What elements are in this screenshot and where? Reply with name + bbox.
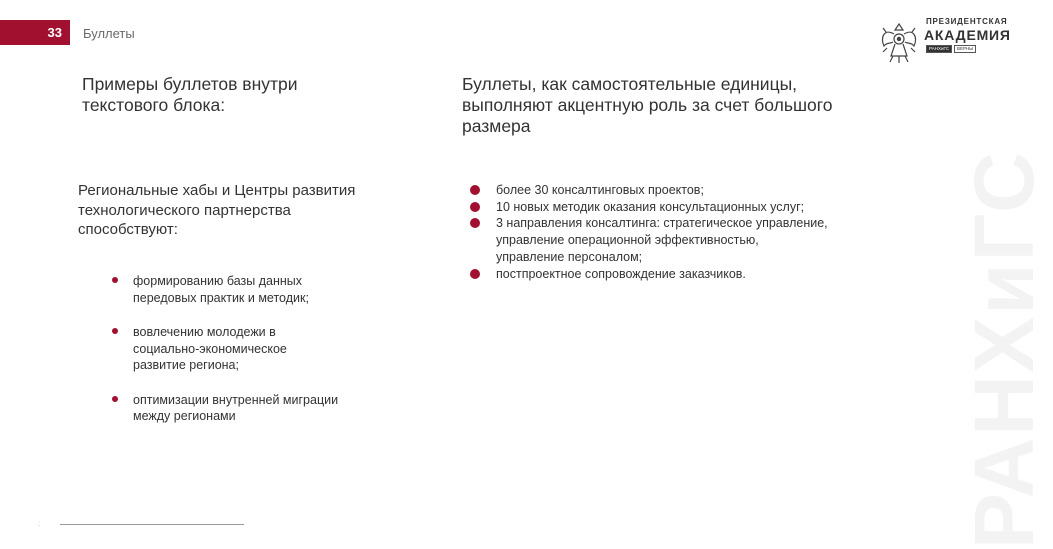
bullet-dot-icon — [112, 396, 118, 402]
section-title: Буллеты — [83, 26, 135, 41]
slide-number-badge — [0, 20, 70, 45]
logo-subtitle — [926, 45, 976, 53]
list-item-text: более 30 консалтинговых проектов; — [496, 183, 704, 197]
footer-divider — [60, 524, 244, 525]
bullet-dot-icon — [470, 202, 480, 212]
list-item-text: оптимизации внутренней миграции между регионами — [133, 392, 339, 423]
bullet-dot-icon — [112, 277, 118, 283]
list-item-text: вовлечению молодежи в социально-экономическое развитие региона; — [133, 325, 287, 372]
watermark — [948, 44, 1051, 549]
list-item-text: формированию базы данных передовых практик и методик; — [133, 274, 309, 305]
logo-sub-left: РАНХиГС — [926, 45, 952, 53]
bullet-dot-icon — [470, 185, 480, 195]
bullet-dot-icon — [112, 328, 118, 334]
small-bullet-list — [110, 273, 340, 443]
logo-sub-right: ВЕРНЫ — [954, 45, 976, 53]
list-item — [110, 273, 340, 306]
list-item-text: 10 новых методик оказания консультационных услуг; — [496, 199, 805, 214]
watermark-text: РАНХиГС — [957, 150, 1051, 549]
logo-title-line1: ПРЕЗИДЕНТСКАЯ — [926, 17, 1008, 26]
large-bullet-list — [469, 182, 829, 282]
bullet-dot-icon — [470, 218, 480, 228]
list-item-text: 3 направления консалтинга: стратегическое управление, управление операционной эффективностью, управление персоналом; — [496, 216, 828, 264]
bullet-dot-icon — [470, 269, 480, 279]
list-item-text: постпроектное сопровождение заказчиков. — [496, 266, 746, 281]
list-item — [110, 392, 340, 425]
left-column-heading: Примеры буллетов внутри текстового блока: — [82, 74, 298, 115]
slide-number: 33 — [47, 25, 62, 40]
list-item — [110, 324, 340, 374]
logo-title-line2: АКАДЕМИЯ — [924, 27, 1011, 43]
left-column-intro: Региональные хабы и Центры развития технологического партнерства способствуют: — [78, 182, 356, 238]
list-item — [469, 199, 829, 216]
footer-mark: : — [38, 519, 41, 528]
right-column-heading: Буллеты, как самостоятельные единицы, выполняют акцентную роль за счет большого размера — [462, 74, 833, 136]
list-item — [469, 215, 829, 265]
list-item — [469, 266, 829, 283]
list-item — [469, 182, 829, 199]
